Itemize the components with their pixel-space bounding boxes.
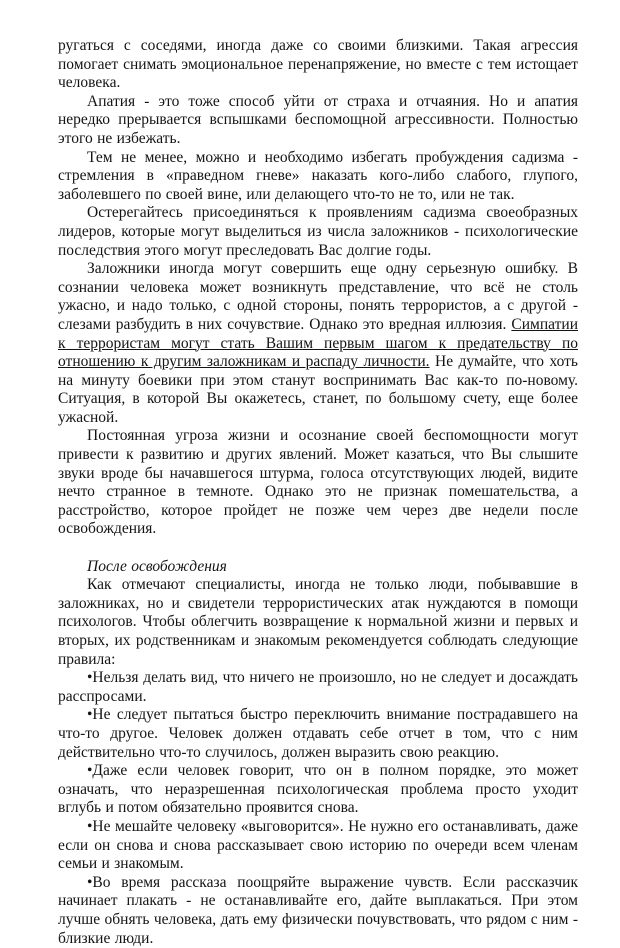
document-content <box>58 37 578 948</box>
text-run: •Нельзя делать вид, что ничего не произошло, но не следует и досаждать расспросами. <box>58 669 578 705</box>
text-run: •Не следует пытаться быстро переключить внимание пострадавшего на что-то другое. Человек должен отдавать себе отчет в том, что с ним действительно что-то случилось, должен выразить свою реакцию. <box>58 706 578 761</box>
text-run: Тем не менее, можно и необходимо избегать пробуждения садизма - стремления в «праведном гневе» наказать кого-либо слабого, глупого, заболевшего по своей вине, или делающего что-то не то, или не так. <box>58 148 578 203</box>
text-run: •Даже если человек говорит, что он в полном порядке, это может означать, что неразрешенная психологическая проблема просто уходит вглубь и потом обязательно проявится снова. <box>58 762 578 817</box>
text-run: •Не мешайте человеку «выговорится». Не нужно его останавливать, даже если он снова и снова рассказывает свою историю по очереди всем членам семьи и знакомым. <box>58 817 578 873</box>
body-paragraph <box>58 149 578 205</box>
bullet-paragraph <box>58 669 578 706</box>
bullet-paragraph <box>58 818 578 874</box>
text-run: Постоянная угроза жизни и осознание своей беспомощности могут привести к развитию и других явлений. Может казаться, что Вы слышите звуки вроде бы начавшегося штурма, голоса отсутствующих людей, видите нечто странное в темноте. Однако это не признак помешательства, а расстройство, которое пройдет не позже чем через две недели после освобождения. <box>58 427 578 538</box>
body-paragraph <box>58 576 578 669</box>
section-heading <box>58 558 578 577</box>
bullet-paragraph <box>58 874 578 948</box>
text-run: ругаться с соседями, иногда даже со своими близкими. Такая агрессия помогает снимать эмоциональное перенапряжение, но вместе с тем истощает человека. <box>58 37 578 92</box>
text-run: Остерегайтесь присоединяться к проявлениям садизма своеобразных лидеров, которые могут выделиться из числа заложников - психологические последствия этого могут преследовать Вас долгие годы. <box>58 204 578 259</box>
text-run: Как отмечают специалисты, иногда не только люди, побывавшие в заложниках, но и свидетели террористических атак нуждаются в помощи психологов. Чтобы облегчить возвращение к нормальной жизни и первых и вторых, их родственникам и знакомым рекомендуется соблюдать следующие правила: <box>58 576 578 668</box>
text-run: Апатия - это тоже способ уйти от страха и отчаяния. Но и апатия нередко прерывается вспышками беспомощной агрессивности. Полностью этого не избежать. <box>58 92 578 147</box>
text-run: Не думайте, что хоть на минуту боевики при этом станут воспринимать Вас как-то по-новому. Ситуация, в которой Вы окажетесь, станет, по большому счету, еще более ужасной. <box>58 353 578 426</box>
body-paragraph <box>58 260 578 427</box>
text-run: Симпатии к террористам могут стать Вашим первым шагом к предательству по отношению к другим заложникам и распаду личности. <box>58 315 578 371</box>
bullet-paragraph <box>58 706 578 762</box>
bullet-paragraph <box>58 762 578 818</box>
text-run: После освобождения <box>87 557 227 575</box>
text-run: •Во время рассказа поощряйте выражение чувств. Если рассказчик начинает плакать - не останавливайте его, дайте выплакаться. При этом лучше обнять человека, дать ему физически почувствовать, что рядом с ним - близкие люди. <box>58 873 578 947</box>
body-paragraph <box>58 37 578 93</box>
body-paragraph <box>58 204 578 260</box>
body-paragraph <box>58 427 578 539</box>
text-run: Заложники иногда могут совершить еще одну серьезную ошибку. В сознании человека может возникнуть представление, что всё не столь ужасно, и надо только, с одной стороны, понять террористов, а с другой - слезами разбудить в них сочувствие. Однако это вредная иллюзия. <box>58 260 578 333</box>
body-paragraph <box>58 93 578 149</box>
